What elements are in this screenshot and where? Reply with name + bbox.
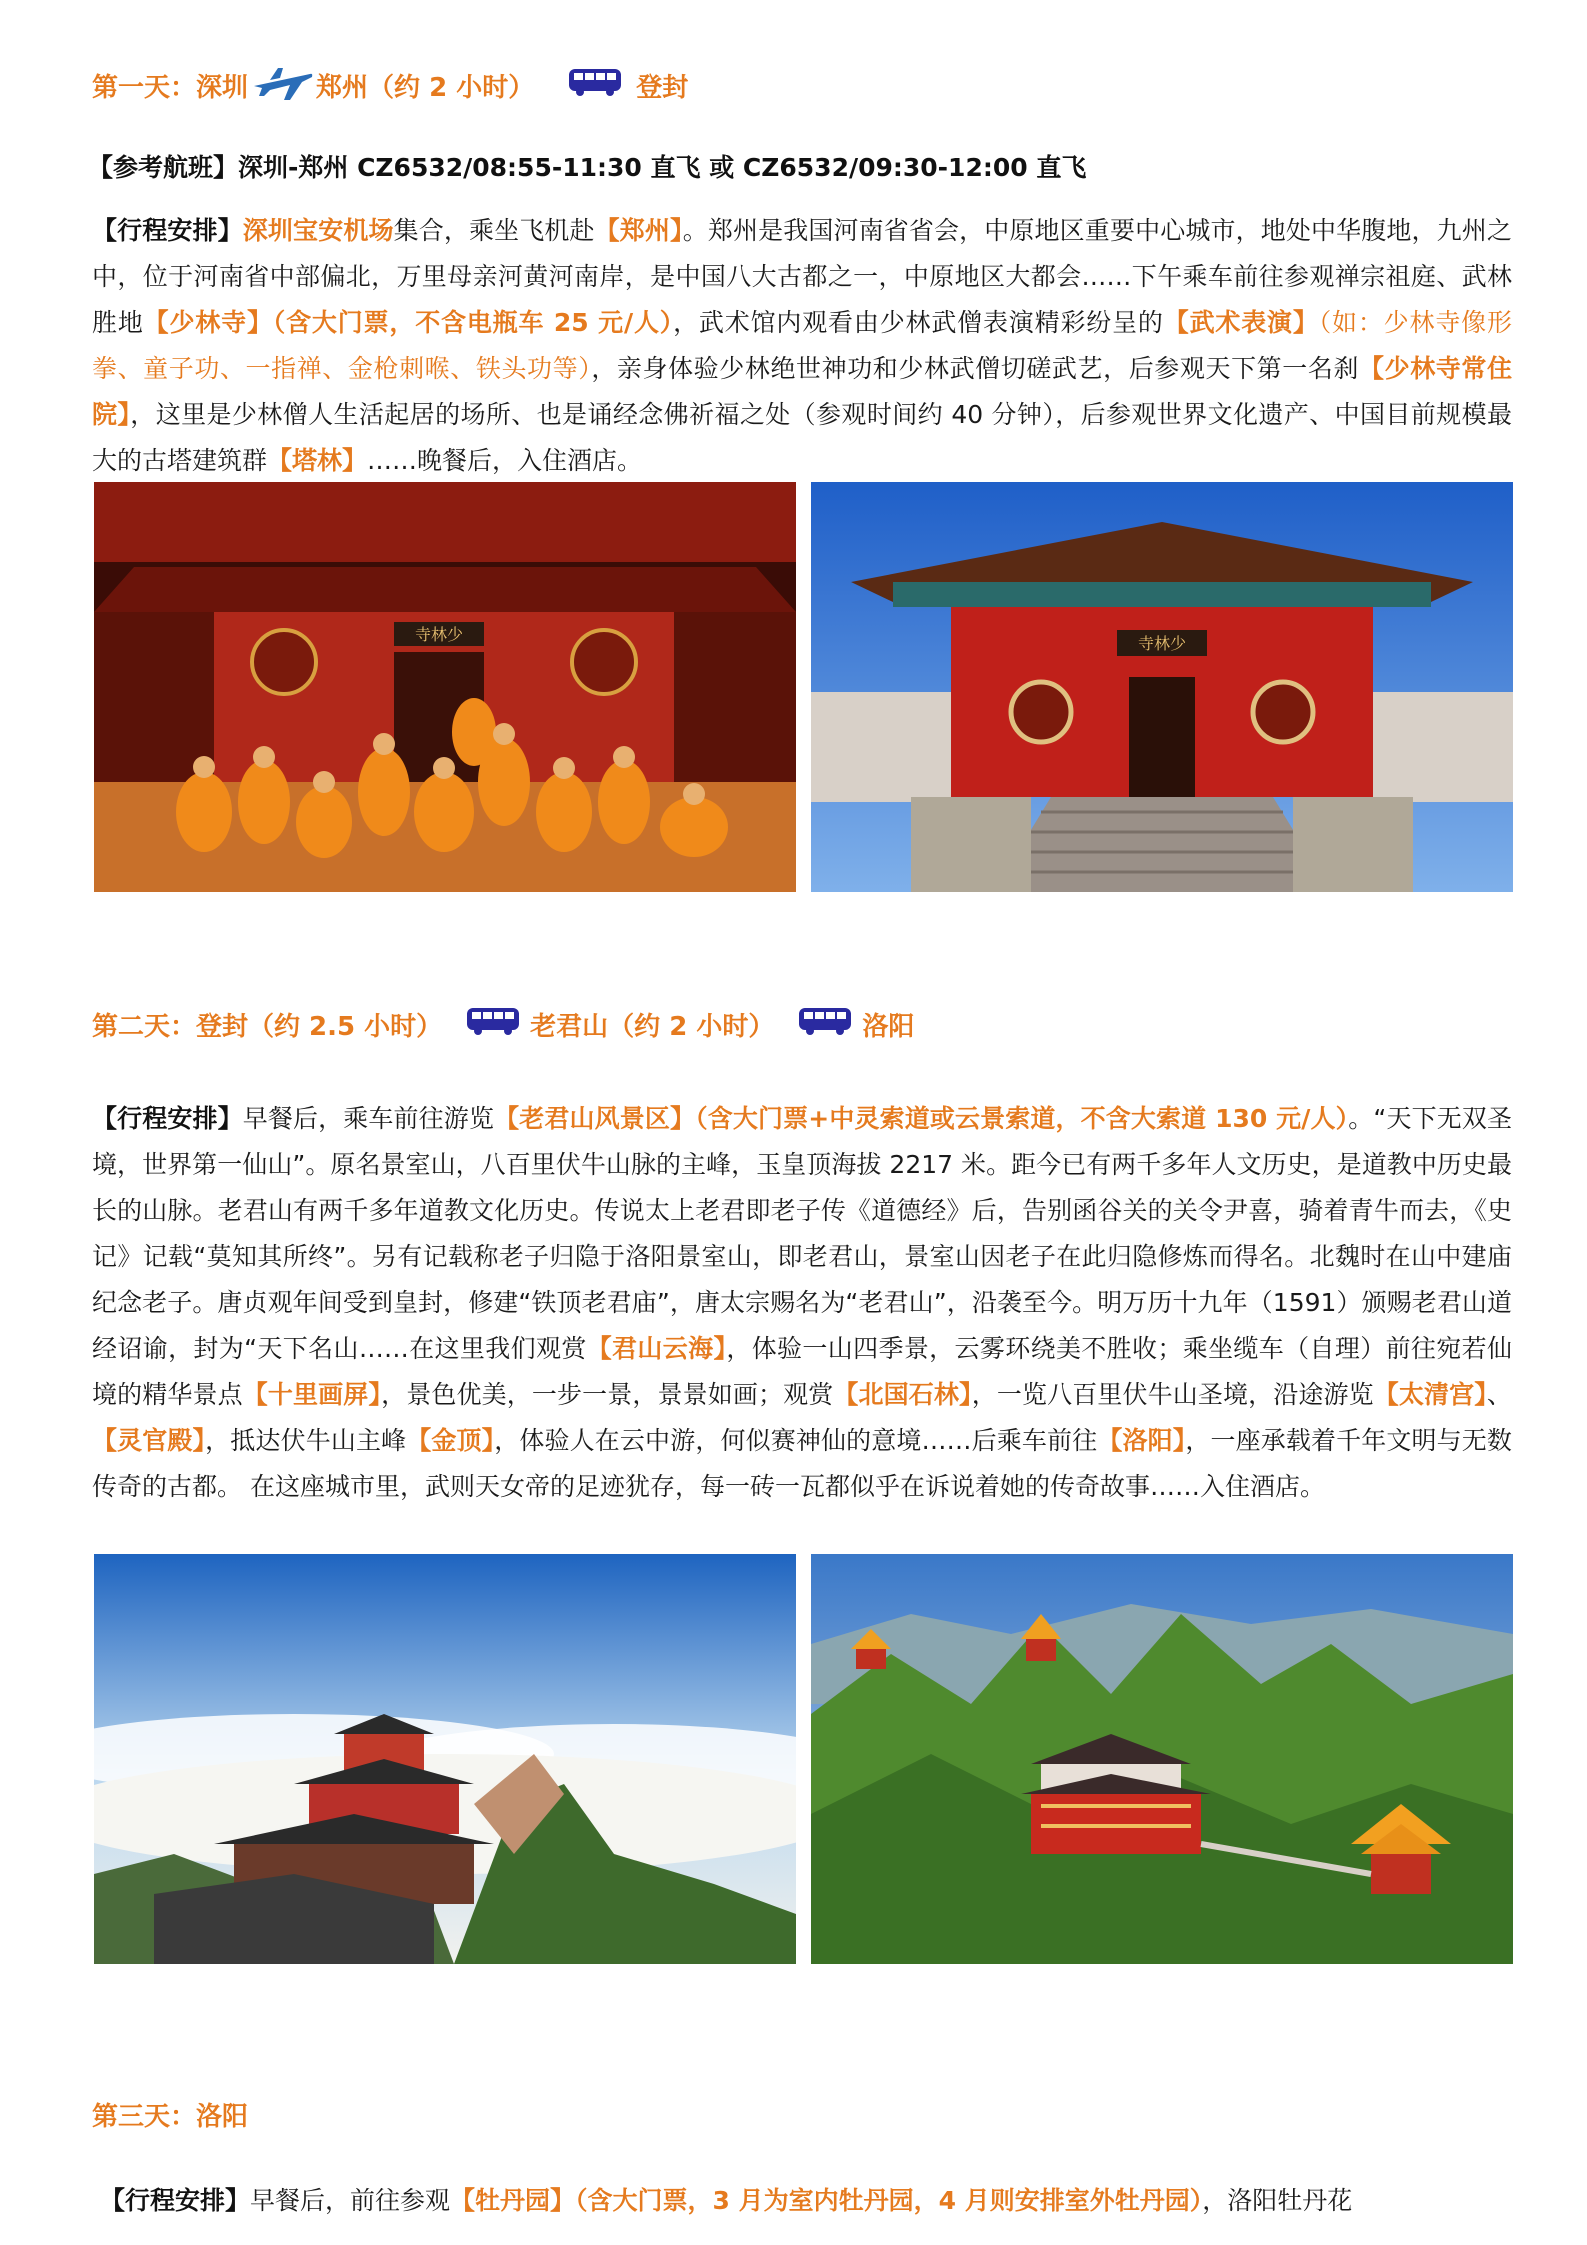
hl-taiqing-gong: 【太清宫】 — [1373, 1380, 1487, 1409]
text: ，体验一山四季景，云雾环绕美不胜收；乘坐缆车（自理）前往宛若仙境的精华景点 — [92, 1334, 1512, 1409]
day3-title-text: 第三天：洛阳 — [92, 2102, 249, 2132]
day2-title-c: 洛阳 — [862, 1012, 915, 1042]
text: ，抵达伏牛山主峰 — [205, 1426, 407, 1455]
hl-lingguan-dian: 【灵官殿】 — [92, 1426, 206, 1455]
photo-martial-arts-performance — [94, 482, 796, 892]
photo-shaolin-temple-gate — [811, 482, 1513, 892]
text: ……晚餐后，入住酒店。 — [367, 446, 643, 475]
hl-shaolin: 【少林寺】（含大门票，不含电瓶车 25 元/人） — [143, 308, 674, 337]
text: 早餐后，前往参观 — [250, 2186, 451, 2215]
day2-title-b: 老君山（约 2 小时） — [530, 1012, 775, 1042]
text: 。郑州是我国河南省省会，中原地区重要中心城市，地处中华腹地，九州之中，位于河南省中部偏北，万里母亲河黄河南岸，是中国八大古都之一，中原地区大都会……下午乘车前往参观禅宗祖庭、武林胜地 — [92, 216, 1512, 337]
hl-zhengzhou: 【郑州】 — [594, 216, 683, 245]
temple-sign-text: 寺林少 — [414, 625, 464, 644]
hl-laojunshan: 【老君山风景区】（含大门票+中灵索道或云景索道，不含大索道 130 元/人） — [494, 1104, 1349, 1133]
text: 。“天下无双圣境，世界第一仙山”。原名景室山，八百里伏牛山脉的主峰，玉皇顶海拔 2217 米。距今已有两千多年人文历史，是道教中历史最长的山脉。老君山有两千多年道教文化历史。传说太上老君即老子传《道德经》后，告别函谷关的关令尹喜，骑着青牛而去，《史记》记载“莫知其所终”。另有记载称老子归隐于洛阳景室山，即老君山，景室山因老子在此归隐修炼而得名。北魏时在山中建庙纪念老子。唐贞观年间受到皇封，修建“铁顶老君庙”，唐太宗赐名为“老君山”，沿袭至今。明万历十九年（1591）颁赐老君山道经诏谕，封为“天下名山……在这里我们观赏 — [92, 1104, 1512, 1363]
day3-itinerary — [100, 2178, 1520, 2224]
itinerary-tag: 【行程安排】 — [100, 2186, 251, 2215]
flight-reference: 【参考航班】深圳-郑州 CZ6532/08:55-11:30 直飞 或 CZ6532/09:30-12:00 直飞 — [88, 153, 1087, 182]
text: ，这里是少林僧人生活起居的场所、也是诵经念佛祈福之处（参观时间约 40 分钟），后参观世界文化遗产、中国目前规模最大的古塔建筑群 — [92, 400, 1512, 475]
airplane-icon — [250, 60, 314, 111]
hl-changzhuyuan: 【少林寺常住院】 — [92, 354, 1512, 429]
hl-talin: 【塔林】 — [267, 446, 368, 475]
text: 早餐后，乘车前往游览 — [242, 1104, 495, 1133]
text: ，亲身体验少林绝世神功和少林武僧切磋武艺，后参观天下第一名刹 — [591, 354, 1360, 383]
day1-title — [92, 60, 688, 111]
bus-icon — [568, 67, 622, 104]
temple-sign-text: 寺林少 — [1137, 634, 1187, 653]
day2-title — [92, 1006, 914, 1043]
hl-luoyang: 【洛阳】 — [1097, 1426, 1186, 1455]
photo-laojunshan-golden-peak — [811, 1554, 1513, 1964]
day2-title-a: 第二天：登封（约 2.5 小时） — [92, 1012, 443, 1042]
hl-beiguo-shilin: 【北国石林】 — [833, 1380, 972, 1409]
photo-laojunshan-sea-of-clouds — [94, 1554, 796, 1964]
day1-title-prefix: 第一天：深圳 — [92, 73, 249, 103]
itinerary-tag: 【行程安排】 — [92, 1104, 243, 1133]
text: ，武术馆内观看由少林武僧表演精彩纷呈的 — [673, 308, 1164, 337]
text: 集合，乘坐飞机赴 — [393, 216, 595, 245]
text: ，体验人在云中游，何似赛神仙的意境……后乘车前往 — [494, 1426, 1098, 1455]
day1-title-end: 登封 — [636, 73, 689, 103]
martial-show-examples: （如：少林寺像形拳、童子功、一指禅、金枪刺喉、铁头功等） — [92, 308, 1512, 383]
text: ，景色优美，一步一景，景景如画；观赏 — [381, 1380, 834, 1409]
hl-jinding: 【金顶】 — [406, 1426, 495, 1455]
hl-shili-huaping: 【十里画屏】 — [242, 1380, 382, 1409]
bus-icon — [466, 1006, 520, 1043]
hl-peony-garden: 【牡丹园】（含大门票，3 月为室内牡丹园，4 月则安排室外牡丹园） — [450, 2186, 1203, 2215]
day3-title — [92, 2096, 248, 2133]
text: 、 — [1486, 1380, 1512, 1409]
hl-airport: 深圳宝安机场 — [242, 216, 394, 245]
itinerary-tag: 【行程安排】 — [92, 216, 243, 245]
text: ，一座承载着千年文明与无数传奇的古都。 在这座城市里，武则天女帝的足迹犹存，每一砖一瓦都似乎在诉说着她的传奇故事……入住酒店。 — [92, 1426, 1512, 1501]
day1-title-mid: 郑州（约 2 小时） — [316, 73, 535, 103]
text: ，一览八百里伏牛山圣境，沿途游览 — [971, 1380, 1374, 1409]
hl-junshan-yunhai: 【君山云海】 — [586, 1334, 727, 1363]
hl-martial-show: 【武术表演】 — [1163, 308, 1319, 337]
text: ，洛阳牡丹花 — [1202, 2186, 1353, 2215]
bus-icon — [798, 1006, 852, 1043]
day1-itinerary — [92, 208, 1512, 484]
day2-itinerary — [92, 1096, 1512, 1510]
